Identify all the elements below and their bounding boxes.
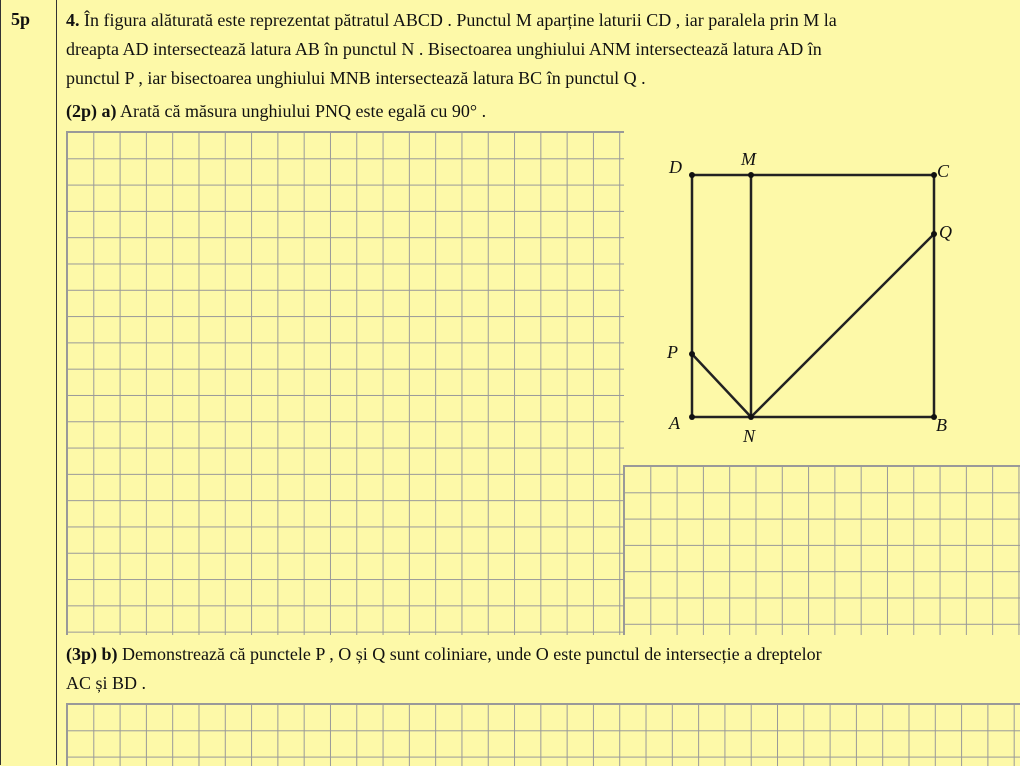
label-q: Q — [939, 222, 952, 242]
label-d: D — [669, 157, 682, 177]
square-figure — [623, 131, 1020, 465]
label-c: C — [937, 161, 950, 181]
segment-pn — [692, 354, 751, 417]
part-a-score: (2p) a) — [66, 101, 117, 121]
problem-statement — [66, 6, 1014, 93]
label-a: A — [669, 413, 680, 433]
part-a — [66, 97, 1014, 126]
part-b-text-line-1: Demonstrează că punctele P , O și Q sunt coliniare, unde O este punctul de intersecție a dreptelor — [122, 644, 822, 664]
answer-grid-a-extension[interactable] — [623, 465, 1020, 635]
points-column-divider — [56, 0, 57, 765]
square-abcd — [692, 175, 934, 417]
problem-number: 4. — [66, 10, 80, 30]
segment-nq — [751, 234, 934, 417]
statement-line-3: punctul P , iar bisectoarea unghiului MNB intersectează latura BC în punctul Q . — [66, 68, 646, 88]
label-m: M — [741, 149, 756, 169]
statement-line-2: dreapta AD intersectează latura AB în punctul N . Bisectoarea unghiului ANM intersectează latura AD în — [66, 39, 822, 59]
part-b-score: (3p) b) — [66, 644, 118, 664]
part-b — [66, 640, 1014, 698]
part-b-text-line-2: AC și BD . — [66, 673, 147, 693]
label-b: B — [936, 415, 947, 435]
label-p: P — [667, 342, 678, 362]
part-a-text: Arată că măsura unghiului PNQ este egală cu 90° . — [120, 101, 487, 121]
statement-line-1: În figura alăturată este reprezentat pătratul ABCD . Punctul M aparține laturii CD , iar paralela prin M la — [84, 10, 837, 30]
left-border — [0, 0, 1, 765]
label-n: N — [743, 426, 756, 446]
points-label: 5p — [11, 9, 31, 29]
answer-grid-a[interactable] — [66, 131, 624, 635]
answer-grid-b[interactable] — [66, 703, 1020, 766]
